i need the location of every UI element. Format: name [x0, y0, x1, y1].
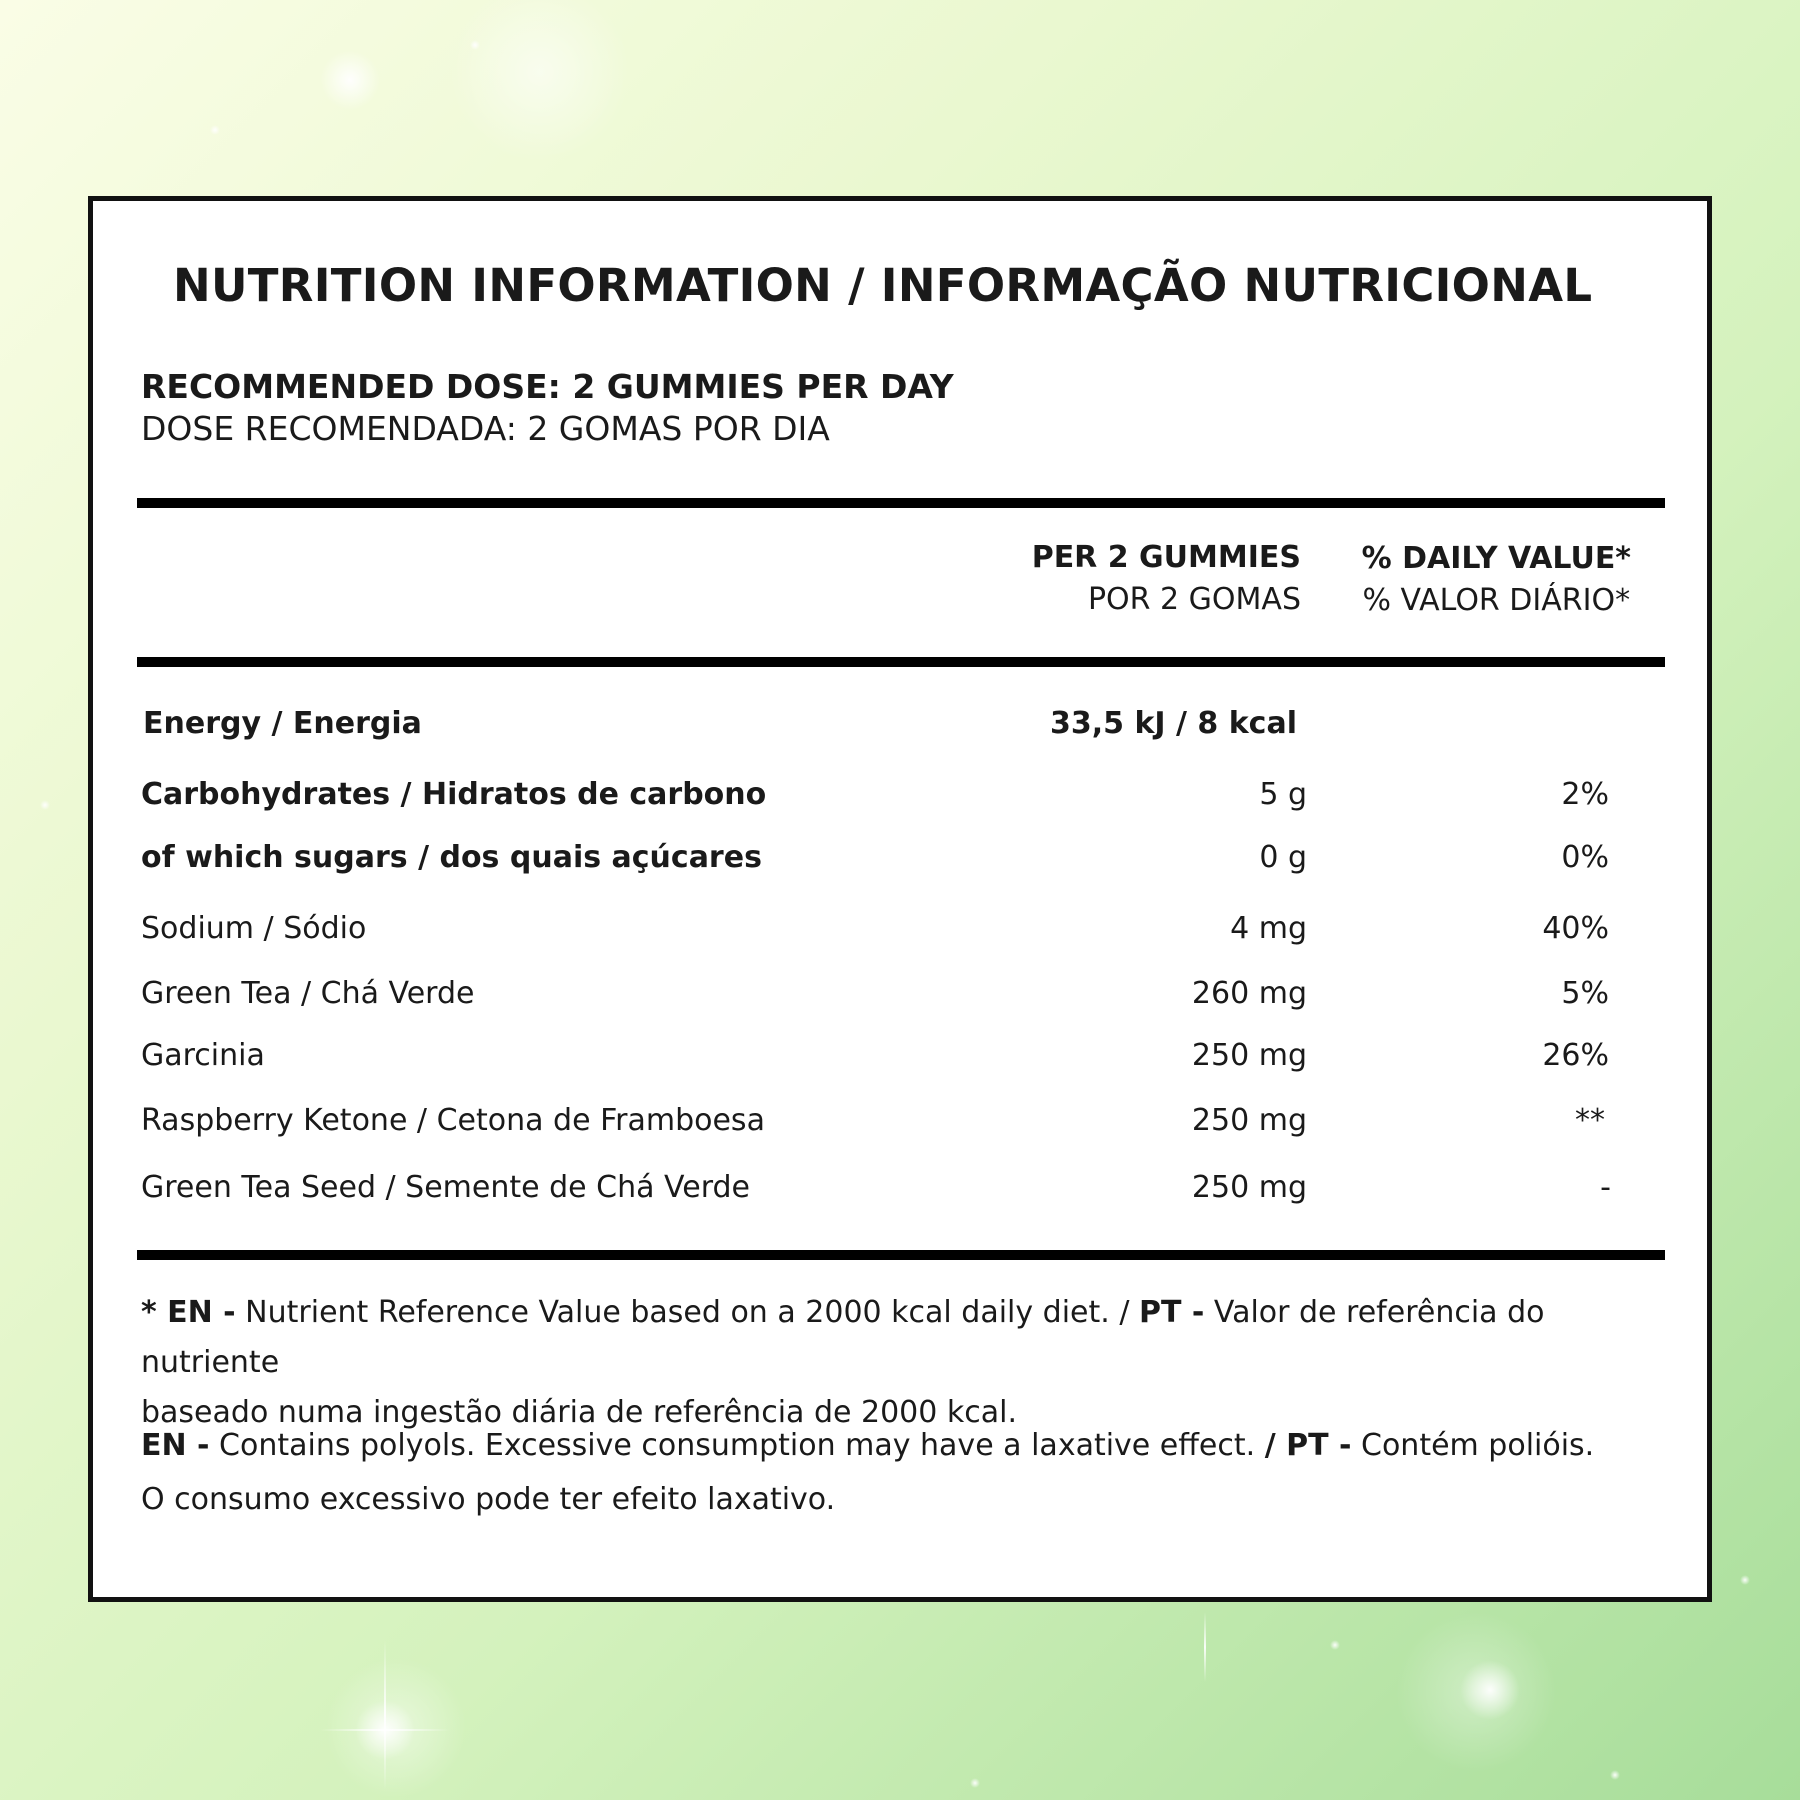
row-daily-value: 26% — [1542, 1038, 1609, 1073]
footnote-reference-value — [141, 1288, 1671, 1438]
background-sparkle — [470, 40, 480, 50]
table-row-green-tea-seed — [93, 1168, 1707, 1208]
table-row-sodium — [93, 909, 1707, 949]
row-amount: 0 g — [1259, 840, 1307, 875]
recommended-dose-en: RECOMMENDED DOSE: 2 GUMMIES PER DAY — [141, 367, 954, 406]
daily-value-header-pt: % VALOR DIÁRIO* — [1362, 583, 1631, 618]
per-serving-header-pt: POR 2 GOMAS — [1087, 582, 1301, 617]
table-row-sugars — [93, 838, 1707, 878]
background-sparkle — [1610, 1770, 1620, 1780]
footnote-pt-label: PT - — [1138, 1295, 1205, 1330]
table-row-garcinia — [93, 1036, 1707, 1076]
background-sparkle — [970, 1778, 980, 1788]
table-bottom-rule — [137, 1250, 1665, 1260]
row-daily-value: 5% — [1561, 976, 1609, 1011]
table-row-energy — [93, 704, 1707, 744]
footnote-polyols-warning — [141, 1419, 1671, 1527]
header-bottom-rule — [137, 657, 1665, 667]
page-title: NUTRITION INFORMATION / INFORMAÇÃO NUTRICIONAL — [173, 259, 1593, 312]
row-amount: 250 mg — [1191, 1170, 1307, 1205]
row-daily-value: 2% — [1561, 777, 1609, 812]
background-sparkle — [40, 800, 50, 810]
row-label: Green Tea Seed / Semente de Chá Verde — [141, 1170, 750, 1205]
recommended-dose-pt: DOSE RECOMENDADA: 2 GOMAS POR DIA — [141, 409, 830, 448]
row-daily-value: 0% — [1561, 840, 1609, 875]
row-daily-value: - — [1600, 1170, 1611, 1205]
background-sparkle — [320, 50, 380, 110]
background-sparkle — [210, 125, 220, 135]
row-label: of which sugars / dos quais açúcares — [141, 840, 762, 875]
nutrition-panel — [88, 196, 1712, 1602]
background-sparkle — [1740, 1575, 1750, 1585]
background-sparkle — [1460, 1660, 1520, 1720]
table-top-rule — [137, 498, 1665, 508]
warning-en-label: EN - — [141, 1428, 210, 1463]
daily-value-header-en: % DAILY VALUE* — [1361, 541, 1631, 576]
footnote-pt-text-line2: baseado numa ingestão diária de referência de 2000 kcal. — [141, 1395, 1017, 1430]
row-label: Green Tea / Chá Verde — [141, 976, 475, 1011]
row-amount: 33,5 kJ / 8 kcal — [1049, 706, 1297, 741]
table-row-carbohydrates — [93, 775, 1707, 815]
warning-en-text: Contains polyols. Excessive consumption may have a laxative effect. — [209, 1428, 1265, 1463]
table-row-green-tea — [93, 974, 1707, 1014]
background-sparkle-ray — [320, 1729, 450, 1731]
row-daily-value: 40% — [1542, 911, 1609, 946]
row-amount: 250 mg — [1191, 1038, 1307, 1073]
row-label: Energy / Energia — [143, 706, 422, 741]
background-sparkle-ray — [384, 1640, 386, 1790]
per-serving-header — [1032, 537, 1301, 621]
footnote-pt-text-line1: Valor de referência do nutriente — [141, 1295, 1545, 1380]
per-serving-header-en: PER 2 GUMMIES — [1031, 540, 1301, 575]
table-row-raspberry-ketone — [93, 1101, 1707, 1141]
background-sparkle — [1330, 1640, 1340, 1650]
row-label: Sodium / Sódio — [141, 911, 367, 946]
warning-pt-label: / PT - — [1264, 1428, 1352, 1463]
row-amount: 260 mg — [1191, 976, 1307, 1011]
row-label: Carbohydrates / Hidratos de carbono — [141, 777, 767, 812]
row-label: Raspberry Ketone / Cetona de Framboesa — [141, 1103, 765, 1138]
warning-pt-text-line2: O consumo excessivo pode ter efeito laxativo. — [141, 1482, 836, 1517]
row-amount: 5 g — [1259, 777, 1307, 812]
warning-pt-text-line1: Contém polióis. — [1351, 1428, 1595, 1463]
footnote-star-en-label: * EN - — [141, 1295, 236, 1330]
footnote-en-text: Nutrient Reference Value based on a 2000 kcal daily diet. / — [235, 1295, 1139, 1330]
daily-value-header — [1362, 538, 1631, 622]
row-daily-value: ** — [1575, 1103, 1605, 1138]
row-amount: 250 mg — [1191, 1103, 1307, 1138]
row-label: Garcinia — [141, 1038, 265, 1073]
background-sparkle-ray — [1204, 1612, 1206, 1682]
row-amount: 4 mg — [1230, 911, 1307, 946]
